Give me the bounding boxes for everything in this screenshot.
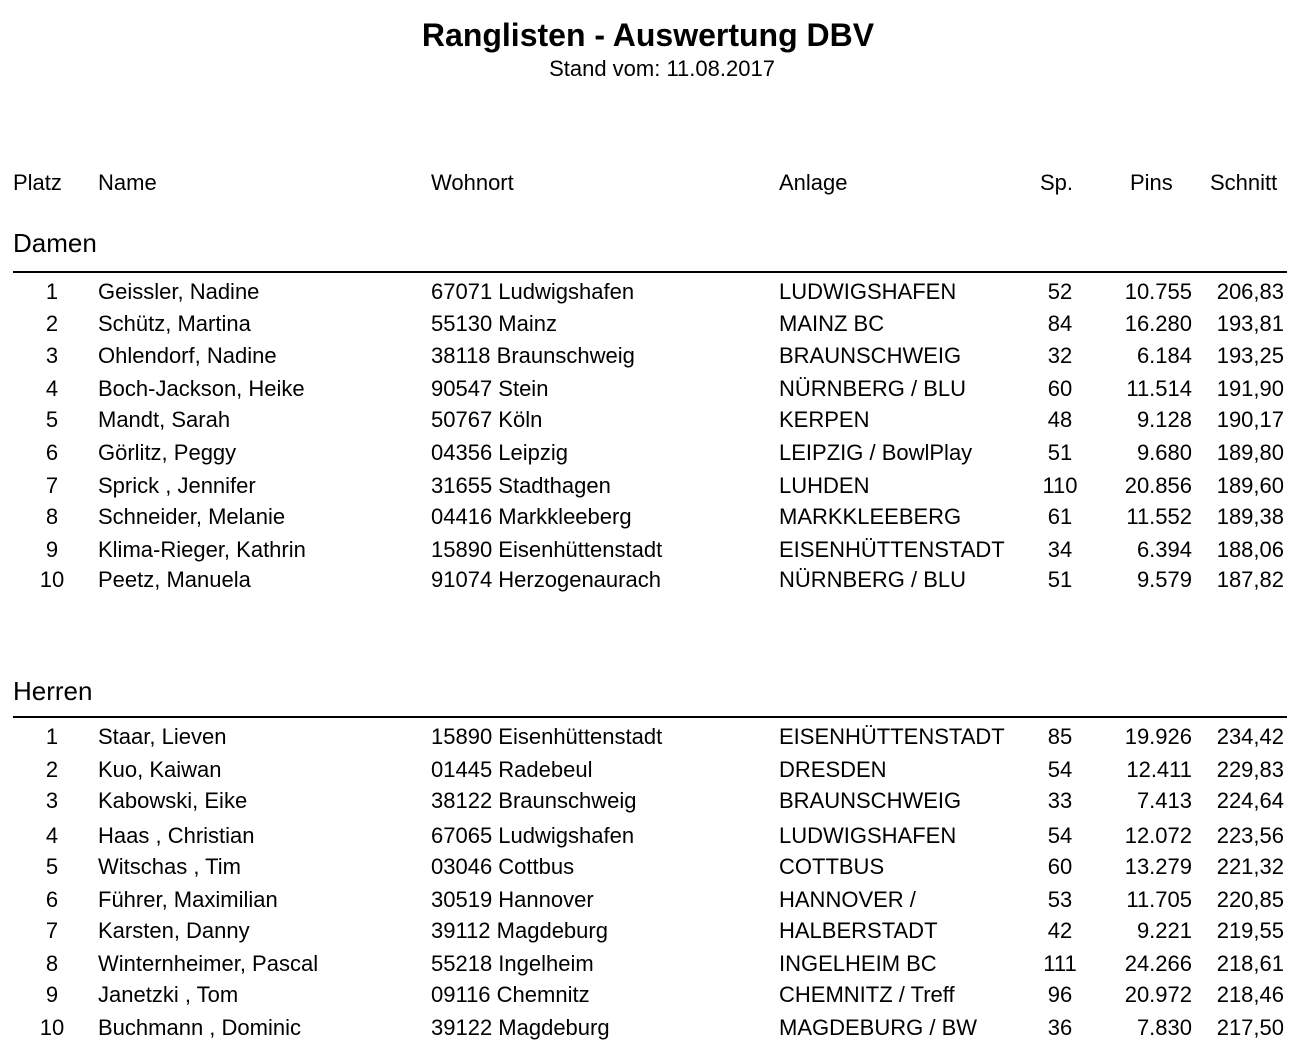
- cell-sp: 54: [1047, 757, 1073, 782]
- cell-pins: 12.411: [1126, 757, 1192, 782]
- cell-anlage: NÜRNBERG / BLU: [779, 376, 967, 401]
- cell-pins: 11.705: [1126, 887, 1192, 912]
- cell-pins: 20.972: [1124, 982, 1192, 1007]
- cell-name: Boch-Jackson, Heike: [98, 376, 305, 401]
- cell-name: Sprick , Jennifer: [98, 473, 256, 498]
- table-row: [0, 821, 1308, 851]
- cell-sp: 61: [1047, 504, 1073, 529]
- cell-pins: 10.755: [1124, 279, 1192, 304]
- cell-pins: 11.514: [1126, 376, 1192, 401]
- cell-sp: 52: [1047, 279, 1073, 304]
- cell-sp: 111: [1043, 951, 1077, 976]
- cell-anlage: LUDWIGSHAFEN: [779, 279, 957, 304]
- table-row: [0, 786, 1308, 816]
- table-row: [0, 277, 1308, 307]
- table-row: [0, 885, 1308, 915]
- cell-schnitt: 191,90: [1216, 376, 1284, 401]
- cell-sp: 51: [1047, 440, 1073, 465]
- cell-wohnort: 55130 Mainz: [431, 311, 557, 336]
- cell-schnitt: 223,56: [1216, 823, 1284, 848]
- cell-schnitt: 187,82: [1216, 567, 1284, 592]
- cell-platz: 5: [45, 407, 59, 432]
- cell-anlage: LUHDEN: [779, 473, 870, 498]
- cell-anlage: MAGDEBURG / BW: [779, 1015, 978, 1040]
- header-name: Name: [98, 170, 157, 195]
- header-sp: Sp.: [1040, 170, 1074, 195]
- cell-pins: 9.579: [1136, 567, 1192, 592]
- cell-sp: 84: [1047, 311, 1073, 336]
- cell-platz: 1: [45, 279, 59, 304]
- header-platz: Platz: [13, 170, 62, 195]
- cell-pins: 7.413: [1136, 788, 1192, 813]
- cell-anlage: LUDWIGSHAFEN: [779, 823, 957, 848]
- cell-name: Staar, Lieven: [98, 724, 227, 749]
- cell-name: Witschas , Tim: [98, 854, 242, 879]
- cell-platz: 8: [45, 951, 59, 976]
- cell-pins: 9.221: [1136, 918, 1192, 943]
- table-row: [0, 405, 1308, 435]
- cell-name: Ohlendorf, Nadine: [98, 343, 277, 368]
- cell-wohnort: 04356 Leipzig: [431, 440, 569, 465]
- cell-pins: 12.072: [1124, 823, 1192, 848]
- cell-wohnort: 30519 Hannover: [431, 887, 594, 912]
- section-title-herren: Herren: [13, 676, 93, 706]
- cell-platz: 7: [45, 473, 59, 498]
- cell-platz: 4: [45, 376, 59, 401]
- cell-anlage: EISENHÜTTENSTADT: [779, 537, 1005, 562]
- table-row: [0, 471, 1308, 501]
- cell-wohnort: 39122 Magdeburg: [431, 1015, 610, 1040]
- cell-platz: 8: [45, 504, 59, 529]
- section-divider: [13, 716, 1287, 718]
- cell-pins: 16.280: [1124, 311, 1192, 336]
- header-wohnort: Wohnort: [431, 170, 514, 195]
- cell-anlage: MAINZ BC: [779, 311, 885, 336]
- cell-schnitt: 229,83: [1216, 757, 1284, 782]
- cell-platz: 7: [45, 918, 59, 943]
- cell-wohnort: 67065 Ludwigshafen: [431, 823, 635, 848]
- page-title: Ranglisten - Auswertung DBV: [421, 17, 875, 53]
- table-row: [0, 341, 1308, 371]
- cell-name: Schütz, Martina: [98, 311, 251, 336]
- cell-platz: 9: [45, 537, 59, 562]
- cell-platz: 1: [45, 724, 59, 749]
- cell-platz: 9: [45, 982, 59, 1007]
- table-row: [0, 535, 1308, 565]
- cell-sp: 34: [1047, 537, 1073, 562]
- cell-name: Janetzki , Tom: [98, 982, 239, 1007]
- cell-anlage: CHEMNITZ / Treff: [779, 982, 955, 1007]
- cell-pins: 6.184: [1136, 343, 1192, 368]
- table-row: [0, 852, 1308, 882]
- cell-anlage: BRAUNSCHWEIG: [779, 343, 962, 368]
- table-row: [0, 374, 1308, 404]
- cell-pins: 13.279: [1124, 854, 1192, 879]
- cell-wohnort: 15890 Eisenhüttenstadt: [431, 724, 663, 749]
- cell-name: Karsten, Danny: [98, 918, 250, 943]
- page-subtitle: Stand vom: 11.08.2017: [549, 56, 775, 81]
- table-row: [0, 438, 1308, 468]
- section-title-damen: Damen: [13, 228, 97, 258]
- cell-wohnort: 04416 Markkleeberg: [431, 504, 632, 529]
- cell-sp: 96: [1047, 982, 1073, 1007]
- cell-schnitt: 189,38: [1216, 504, 1284, 529]
- table-row: [0, 1013, 1308, 1043]
- cell-anlage: LEIPZIG / BowlPlay: [779, 440, 973, 465]
- cell-anlage: MARKKLEEBERG: [779, 504, 962, 529]
- cell-schnitt: 206,83: [1216, 279, 1284, 304]
- header-schnitt: Schnitt: [1210, 170, 1278, 195]
- cell-sp: 60: [1047, 854, 1073, 879]
- cell-wohnort: 50767 Köln: [431, 407, 543, 432]
- cell-anlage: INGELHEIM BC: [779, 951, 937, 976]
- cell-wohnort: 38118 Braunschweig: [431, 343, 635, 368]
- cell-platz: 6: [45, 887, 59, 912]
- cell-schnitt: 193,25: [1216, 343, 1284, 368]
- cell-anlage: HANNOVER /: [779, 887, 916, 912]
- section-divider: [13, 271, 1287, 273]
- cell-platz: 10: [39, 567, 65, 592]
- header-pins: Pins: [1130, 170, 1173, 195]
- cell-wohnort: 91074 Herzogenaurach: [431, 567, 661, 592]
- cell-schnitt: 224,64: [1216, 788, 1284, 813]
- cell-name: Peetz, Manuela: [98, 567, 251, 592]
- cell-anlage: HALBERSTADT: [779, 918, 938, 943]
- cell-schnitt: 218,61: [1216, 951, 1284, 976]
- table-row: [0, 980, 1308, 1010]
- cell-platz: 10: [39, 1015, 65, 1040]
- cell-wohnort: 03046 Cottbus: [431, 854, 575, 879]
- cell-platz: 6: [45, 440, 59, 465]
- cell-platz: 3: [45, 343, 59, 368]
- cell-anlage: BRAUNSCHWEIG: [779, 788, 962, 813]
- cell-schnitt: 221,32: [1216, 854, 1284, 879]
- cell-platz: 4: [45, 823, 59, 848]
- cell-schnitt: 218,46: [1216, 982, 1284, 1007]
- cell-anlage: KERPEN: [779, 407, 870, 432]
- cell-wohnort: 38122 Braunschweig: [431, 788, 637, 813]
- cell-name: Görlitz, Peggy: [98, 440, 237, 465]
- cell-schnitt: 190,17: [1216, 407, 1284, 432]
- cell-sp: 42: [1047, 918, 1073, 943]
- cell-name: Winternheimer, Pascal: [98, 951, 319, 976]
- cell-sp: 48: [1047, 407, 1073, 432]
- cell-pins: 6.394: [1136, 537, 1192, 562]
- cell-name: Kuo, Kaiwan: [98, 757, 222, 782]
- cell-anlage: EISENHÜTTENSTADT: [779, 724, 1005, 749]
- cell-pins: 19.926: [1124, 724, 1192, 749]
- cell-pins: 24.266: [1124, 951, 1192, 976]
- cell-sp: 53: [1047, 887, 1073, 912]
- cell-schnitt: 219,55: [1216, 918, 1284, 943]
- cell-name: Führer, Maximilian: [98, 887, 278, 912]
- cell-pins: 9.680: [1136, 440, 1192, 465]
- cell-sp: 33: [1047, 788, 1073, 813]
- cell-platz: 3: [45, 788, 59, 813]
- cell-sp: 32: [1047, 343, 1073, 368]
- cell-wohnort: 67071 Ludwigshafen: [431, 279, 635, 304]
- cell-sp: 54: [1047, 823, 1073, 848]
- cell-pins: 9.128: [1136, 407, 1192, 432]
- cell-anlage: DRESDEN: [779, 757, 887, 782]
- cell-wohnort: 31655 Stadthagen: [431, 473, 611, 498]
- cell-schnitt: 193,81: [1216, 311, 1284, 336]
- cell-pins: 7.830: [1136, 1015, 1192, 1040]
- cell-schnitt: 188,06: [1216, 537, 1284, 562]
- cell-wohnort: 39112 Magdeburg: [431, 918, 608, 943]
- cell-wohnort: 09116 Chemnitz: [431, 982, 590, 1007]
- cell-schnitt: 217,50: [1216, 1015, 1284, 1040]
- table-row: [0, 502, 1308, 532]
- cell-platz: 2: [45, 311, 59, 336]
- cell-name: Mandt, Sarah: [98, 407, 231, 432]
- cell-name: Kabowski, Eike: [98, 788, 248, 813]
- cell-wohnort: 55218 Ingelheim: [431, 951, 594, 976]
- cell-sp: 60: [1047, 376, 1073, 401]
- table-row: [0, 755, 1308, 785]
- cell-name: Geissler, Nadine: [98, 279, 260, 304]
- table-row: [0, 722, 1308, 752]
- table-row: [0, 949, 1308, 979]
- cell-name: Klima-Rieger, Kathrin: [98, 537, 306, 562]
- cell-platz: 2: [45, 757, 59, 782]
- table-row: [0, 309, 1308, 339]
- cell-schnitt: 234,42: [1216, 724, 1284, 749]
- cell-wohnort: 15890 Eisenhüttenstadt: [431, 537, 663, 562]
- cell-schnitt: 189,80: [1216, 440, 1284, 465]
- cell-anlage: NÜRNBERG / BLU: [779, 567, 967, 592]
- cell-pins: 20.856: [1124, 473, 1192, 498]
- cell-anlage: COTTBUS: [779, 854, 885, 879]
- cell-sp: 51: [1047, 567, 1073, 592]
- cell-wohnort: 01445 Radebeul: [431, 757, 593, 782]
- cell-platz: 5: [45, 854, 59, 879]
- table-row: [0, 565, 1308, 595]
- cell-schnitt: 220,85: [1216, 887, 1284, 912]
- cell-wohnort: 90547 Stein: [431, 376, 549, 401]
- header-anlage: Anlage: [779, 170, 848, 195]
- cell-pins: 11.552: [1126, 504, 1192, 529]
- cell-schnitt: 189,60: [1216, 473, 1284, 498]
- table-row: [0, 916, 1308, 946]
- cell-name: Haas , Christian: [98, 823, 255, 848]
- cell-name: Schneider, Melanie: [98, 504, 286, 529]
- cell-sp: 110: [1042, 473, 1078, 498]
- cell-sp: 36: [1047, 1015, 1073, 1040]
- cell-sp: 85: [1047, 724, 1073, 749]
- cell-name: Buchmann , Dominic: [98, 1015, 301, 1040]
